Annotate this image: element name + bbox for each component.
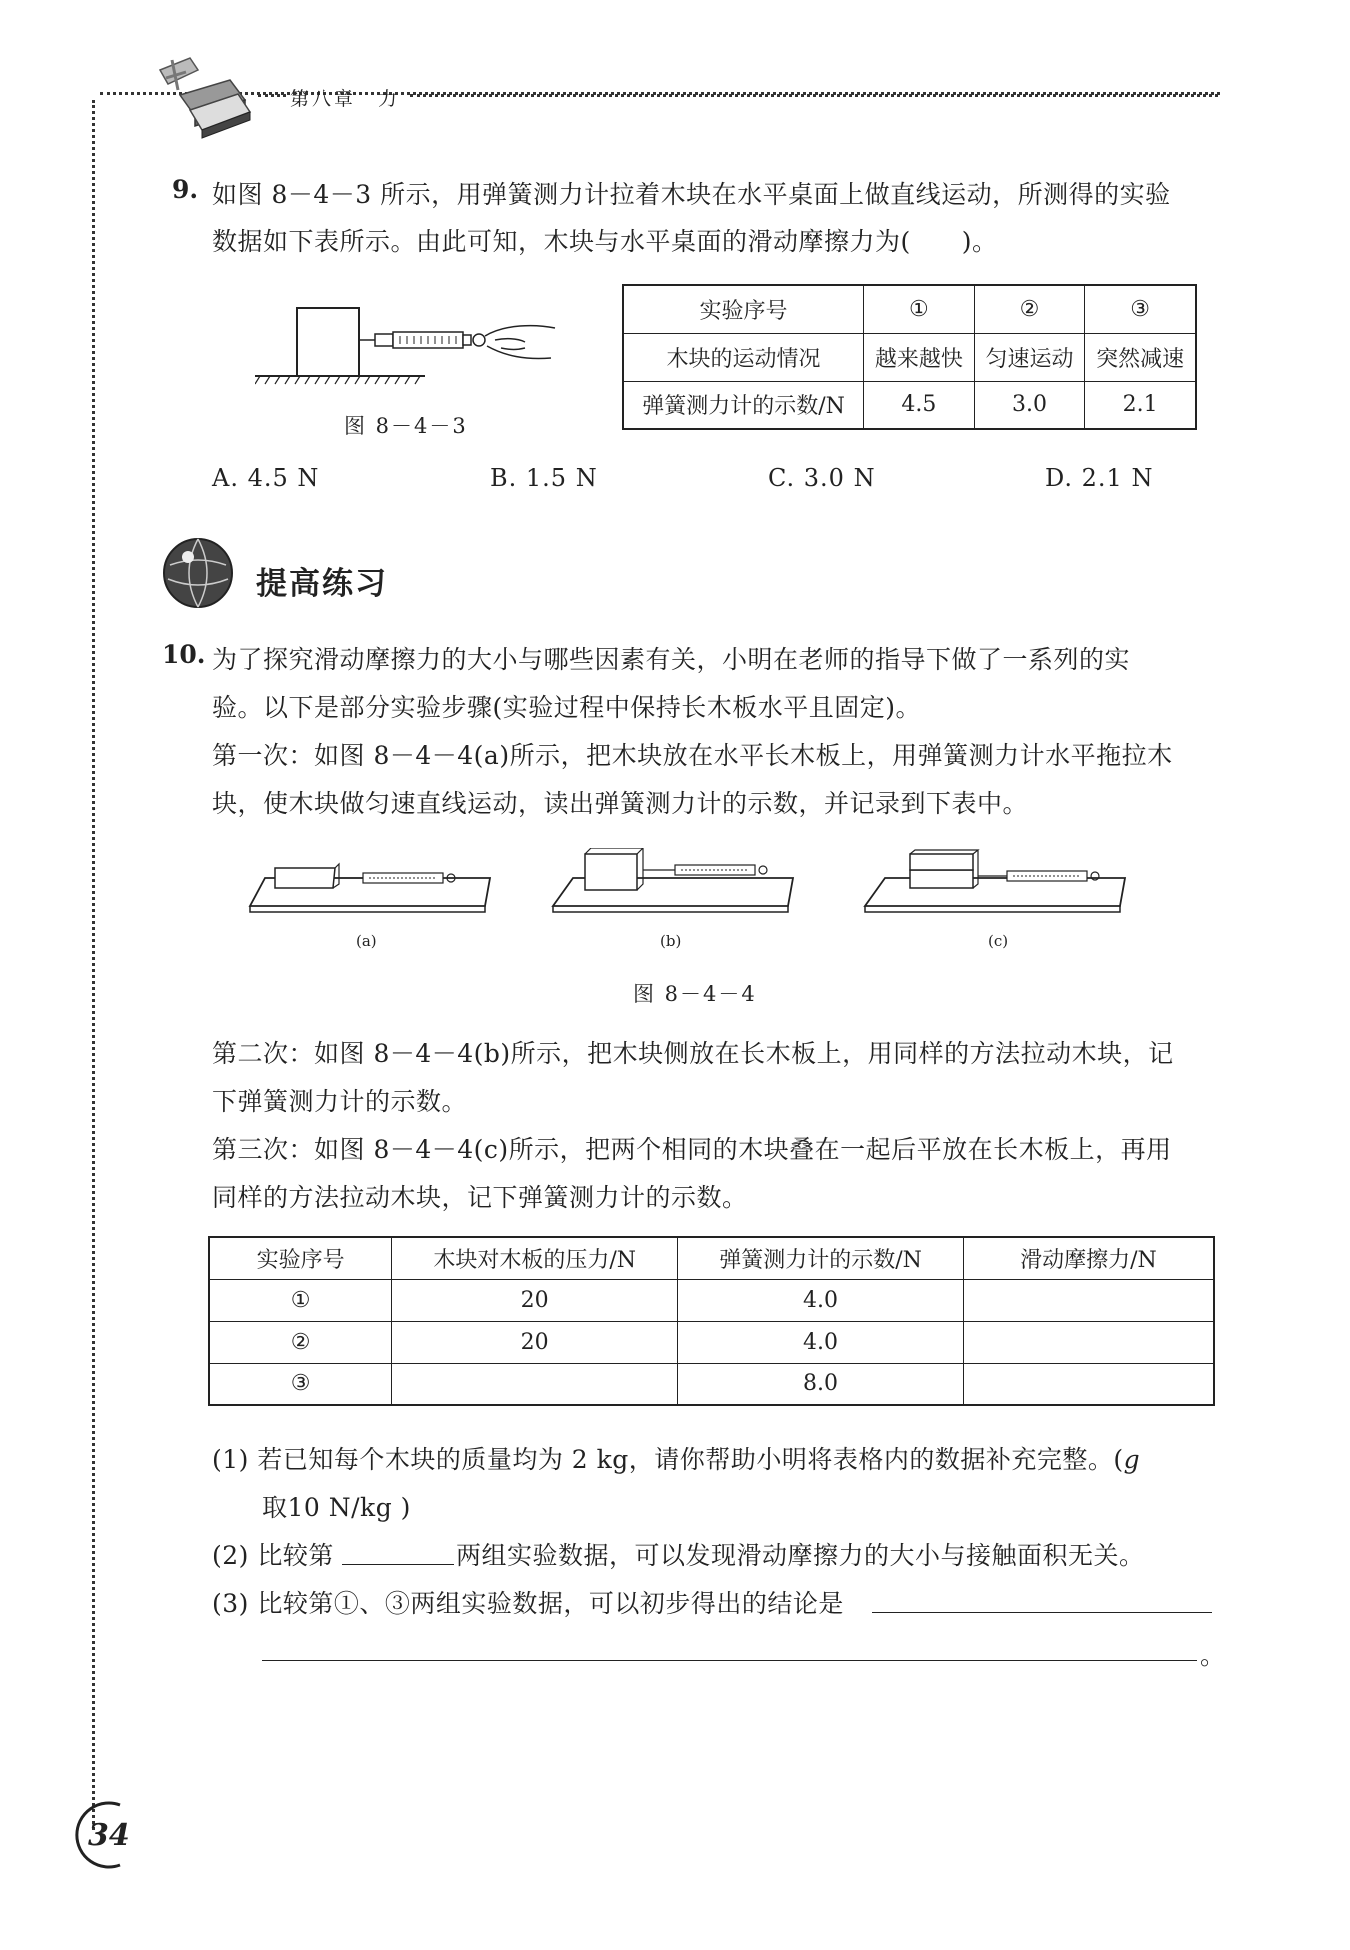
table-cell [392,1363,678,1405]
table-row [209,1279,1214,1321]
table-cell: 8.0 [678,1363,964,1405]
figure-8-4-4-caption: 图 8－4－4 [633,982,757,1006]
table-cell: 木块的运动情况 [623,333,864,381]
subquestion-1-line-1 [212,1440,1140,1476]
figure-c [865,850,1125,912]
question-9-number: 9. [172,175,199,204]
table-header-row [209,1237,1214,1279]
globe-icon [160,535,236,611]
table-cell: 弹簧测力计的示数/N [623,381,864,429]
question-9-table [622,284,1197,430]
table-cell: 匀速运动 [974,333,1085,381]
question-10-line-1: 为了探究滑动摩擦力的大小与哪些因素有关，小明在老师的指导下做了一系列的实 [212,645,1131,674]
figure-caption-b: (b) [660,932,682,950]
question-10-table [208,1236,1215,1406]
option-a: A. 4.5 N [212,464,320,492]
chapter-title: 第八章 力 [290,88,401,110]
table-header-cell: 弹簧测力计的示数/N [678,1237,964,1279]
subquestion-1-g: g [1123,1445,1141,1474]
section-title: 提高练习 [256,566,388,602]
figure-a [250,864,490,912]
figure-caption-c: (c) [988,932,1009,950]
question-10-line-2: 验。以下是部分实验步骤(实验过程中保持长木板水平且固定)。 [212,693,922,722]
table-cell: ② [209,1321,392,1363]
table-cell: 4.0 [678,1321,964,1363]
table-cell: ③ [1085,285,1196,333]
subquestion-3-end: 。 [1200,1641,1226,1670]
subquestion-1-text: (1) 若已知每个木块的质量均为 2 kg，请你帮助小明将表格内的数据补充完整。( [212,1445,1124,1474]
left-dotted-border [92,100,95,1830]
table-row [623,333,1196,381]
table-cell [963,1279,1214,1321]
option-d: D. 2.1 N [1045,464,1154,492]
table-cell [963,1363,1214,1405]
page-number: 34 [88,1818,130,1853]
table-header-cell: 实验序号 [209,1237,392,1279]
table-cell: 实验序号 [623,285,864,333]
question-9-line-1: 如图 8－4－3 所示，用弹簧测力计拉着木块在水平桌面上做直线运动，所测得的实验 [212,180,1171,209]
subquestion-1-line-2: 取10 N/kg ) [262,1493,411,1522]
table-cell: 越来越快 [864,333,975,381]
subquestion-2-part-b: 两组实验数据，可以发现滑动摩擦力的大小与接触面积无关。 [456,1541,1145,1570]
question-10-line-7: 第三次：如图 8－4－4(c)所示，把两个相同的木块叠在一起后平放在长木板上，再用 [212,1135,1172,1164]
subquestion-3-blank-2[interactable] [262,1660,1197,1661]
table-cell: 4.0 [678,1279,964,1321]
subquestion-2-part-a: (2) 比较第 [212,1541,334,1570]
table-cell: ② [974,285,1085,333]
figure-8-4-3 [255,298,575,398]
question-10-line-5: 第二次：如图 8－4－4(b)所示，把木块侧放在长木板上，用同样的方法拉动木块，记 [212,1039,1174,1068]
question-10-line-8: 同样的方法拉动木块，记下弹簧测力计的示数。 [212,1183,748,1212]
table-row [623,285,1196,333]
table-header-cell: 木块对木板的压力/N [392,1237,678,1279]
table-row [209,1321,1214,1363]
question-9-line-2: 数据如下表所示。由此可知，木块与水平桌面的滑动摩擦力为( )。 [212,227,998,256]
option-b: B. 1.5 N [490,464,598,492]
subquestion-2-blank[interactable] [342,1564,454,1565]
table-cell: 4.5 [864,381,975,429]
figure-8-4-4 [245,848,1135,928]
subquestion-3-blank-1[interactable] [872,1612,1212,1613]
table-cell: ① [864,285,975,333]
figure-8-4-3-caption: 图 8－4－3 [344,414,468,438]
table-header-cell: 滑动摩擦力/N [963,1237,1214,1279]
table-cell: 20 [392,1321,678,1363]
figure-b [553,848,793,912]
subquestion-3-text: (3) 比较第①、③两组实验数据，可以初步得出的结论是 [212,1589,844,1618]
option-c: C. 3.0 N [768,464,876,492]
table-cell: 2.1 [1085,381,1196,429]
table-cell: 20 [392,1279,678,1321]
table-cell: ③ [209,1363,392,1405]
table-cell: 3.0 [974,381,1085,429]
question-10-line-4: 块，使木块做匀速直线运动，读出弹簧测力计的示数，并记录到下表中。 [212,789,1029,818]
header-dots-left [258,94,286,97]
table-cell: ① [209,1279,392,1321]
question-10-line-3: 第一次：如图 8－4－4(a)所示，把木块放在水平长木板上，用弹簧测力计水平拖拉木 [212,741,1173,770]
books-logo-icon [150,50,260,140]
table-cell [963,1321,1214,1363]
question-10-number: 10. [162,640,206,669]
figure-caption-a: (a) [356,932,377,950]
table-row [209,1363,1214,1405]
header-dots-right [410,94,1218,97]
table-row [623,381,1196,429]
table-cell: 突然减速 [1085,333,1196,381]
question-10-line-6: 下弹簧测力计的示数。 [212,1087,468,1116]
